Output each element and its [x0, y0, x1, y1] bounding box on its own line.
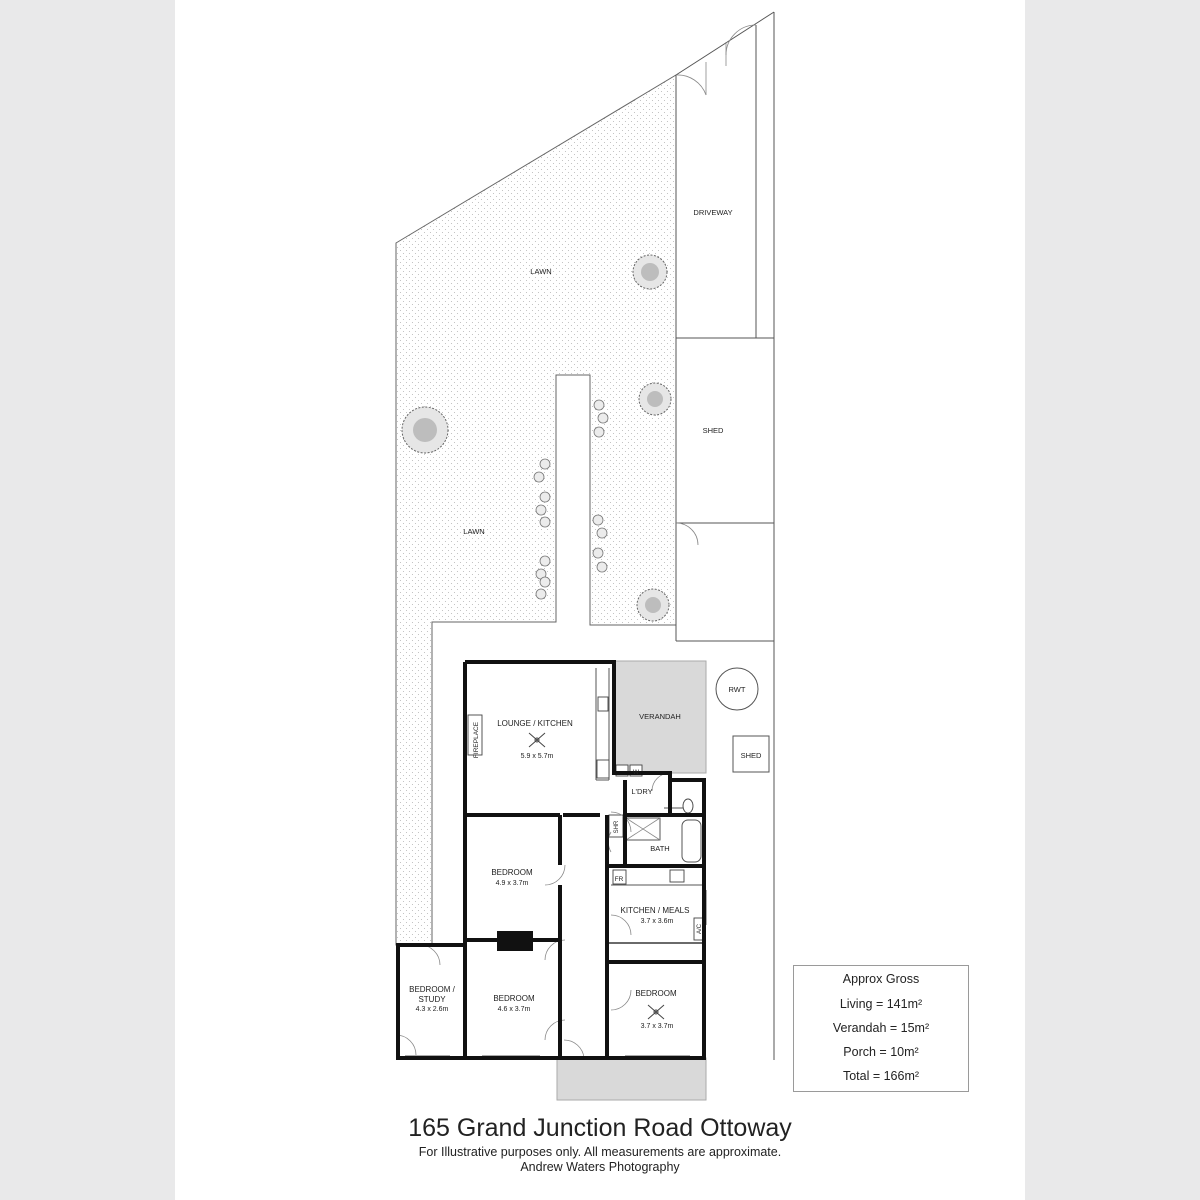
tree-icon	[639, 383, 671, 415]
kitchen-meals-size: 3.7 x 3.6m	[640, 918, 674, 925]
verandah-label: VERANDAH	[639, 712, 681, 721]
area-total: Total = 166m²	[842, 1069, 920, 1083]
lounge-kitchen-size: 5.9 x 5.7m	[520, 753, 554, 760]
bedroom3-size: 3.7 x 3.7m	[640, 1023, 674, 1030]
area-living: Living = 141m²	[839, 997, 923, 1011]
shed-large	[676, 338, 774, 523]
sink-icon	[598, 697, 608, 711]
porch	[557, 1058, 706, 1100]
bedroom2-label: BEDROOM	[493, 994, 535, 1003]
lounge-kitchen-label: LOUNGE / KITCHEN	[497, 719, 573, 728]
laundry-label: L'DRY	[631, 787, 653, 796]
kitchen-sink-icon	[670, 870, 684, 882]
fireplace-label: FIREPLACE	[473, 721, 480, 759]
disclaimer: For Illustrative purposes only. All measurements are approximate.	[418, 1145, 782, 1159]
bedroom-study-label-1: BEDROOM /	[409, 985, 455, 994]
tree-icon	[633, 255, 667, 289]
fridge-label: FR	[614, 876, 624, 883]
bedroom2-size: 4.6 x 3.7m	[497, 1006, 531, 1013]
bedroom1-label: BEDROOM	[491, 868, 533, 877]
property-title: 165 Grand Junction Road Ottoway	[408, 1114, 792, 1142]
ac-label: A/C	[697, 923, 703, 935]
area-summary	[793, 965, 969, 1092]
toilet-icon	[683, 799, 693, 813]
driveway	[676, 75, 756, 338]
ceiling-fan-icon	[529, 733, 545, 747]
bath-label: BATH	[650, 844, 670, 853]
ceiling-fan-icon	[648, 1005, 664, 1019]
bedroom3-label: BEDROOM	[635, 989, 677, 998]
credit: Andrew Waters Photography	[520, 1160, 680, 1174]
bedroom-study-label-2: STUDY	[418, 995, 446, 1004]
stove-icon	[597, 760, 609, 778]
area-porch: Porch = 10m²	[843, 1045, 919, 1059]
kitchen-meals-label: KITCHEN / MEALS	[620, 906, 690, 915]
washer-label: W	[632, 769, 640, 776]
rwt-label: RWT	[728, 685, 746, 694]
tree-icon	[637, 589, 669, 621]
area-verandah: Verandah = 15m²	[832, 1021, 930, 1035]
driveway-label: DRIVEWAY	[693, 208, 733, 217]
bedroom-study-size: 4.3 x 2.6m	[415, 1006, 449, 1013]
shed-door-icon	[676, 523, 698, 545]
lawn-top-label: LAWN	[530, 267, 552, 276]
gate-icon	[676, 25, 756, 95]
area-heading: Approx Gross	[842, 972, 920, 986]
tree-icon	[402, 407, 448, 453]
lawn-lower-label: LAWN	[463, 527, 485, 536]
property-boundary	[676, 12, 774, 1060]
shower-label: SHR	[614, 820, 620, 834]
shed-large-label: SHED	[702, 426, 724, 435]
bedroom1-size: 4.9 x 3.7m	[495, 880, 529, 887]
shed-small-label: SHED	[740, 751, 762, 760]
